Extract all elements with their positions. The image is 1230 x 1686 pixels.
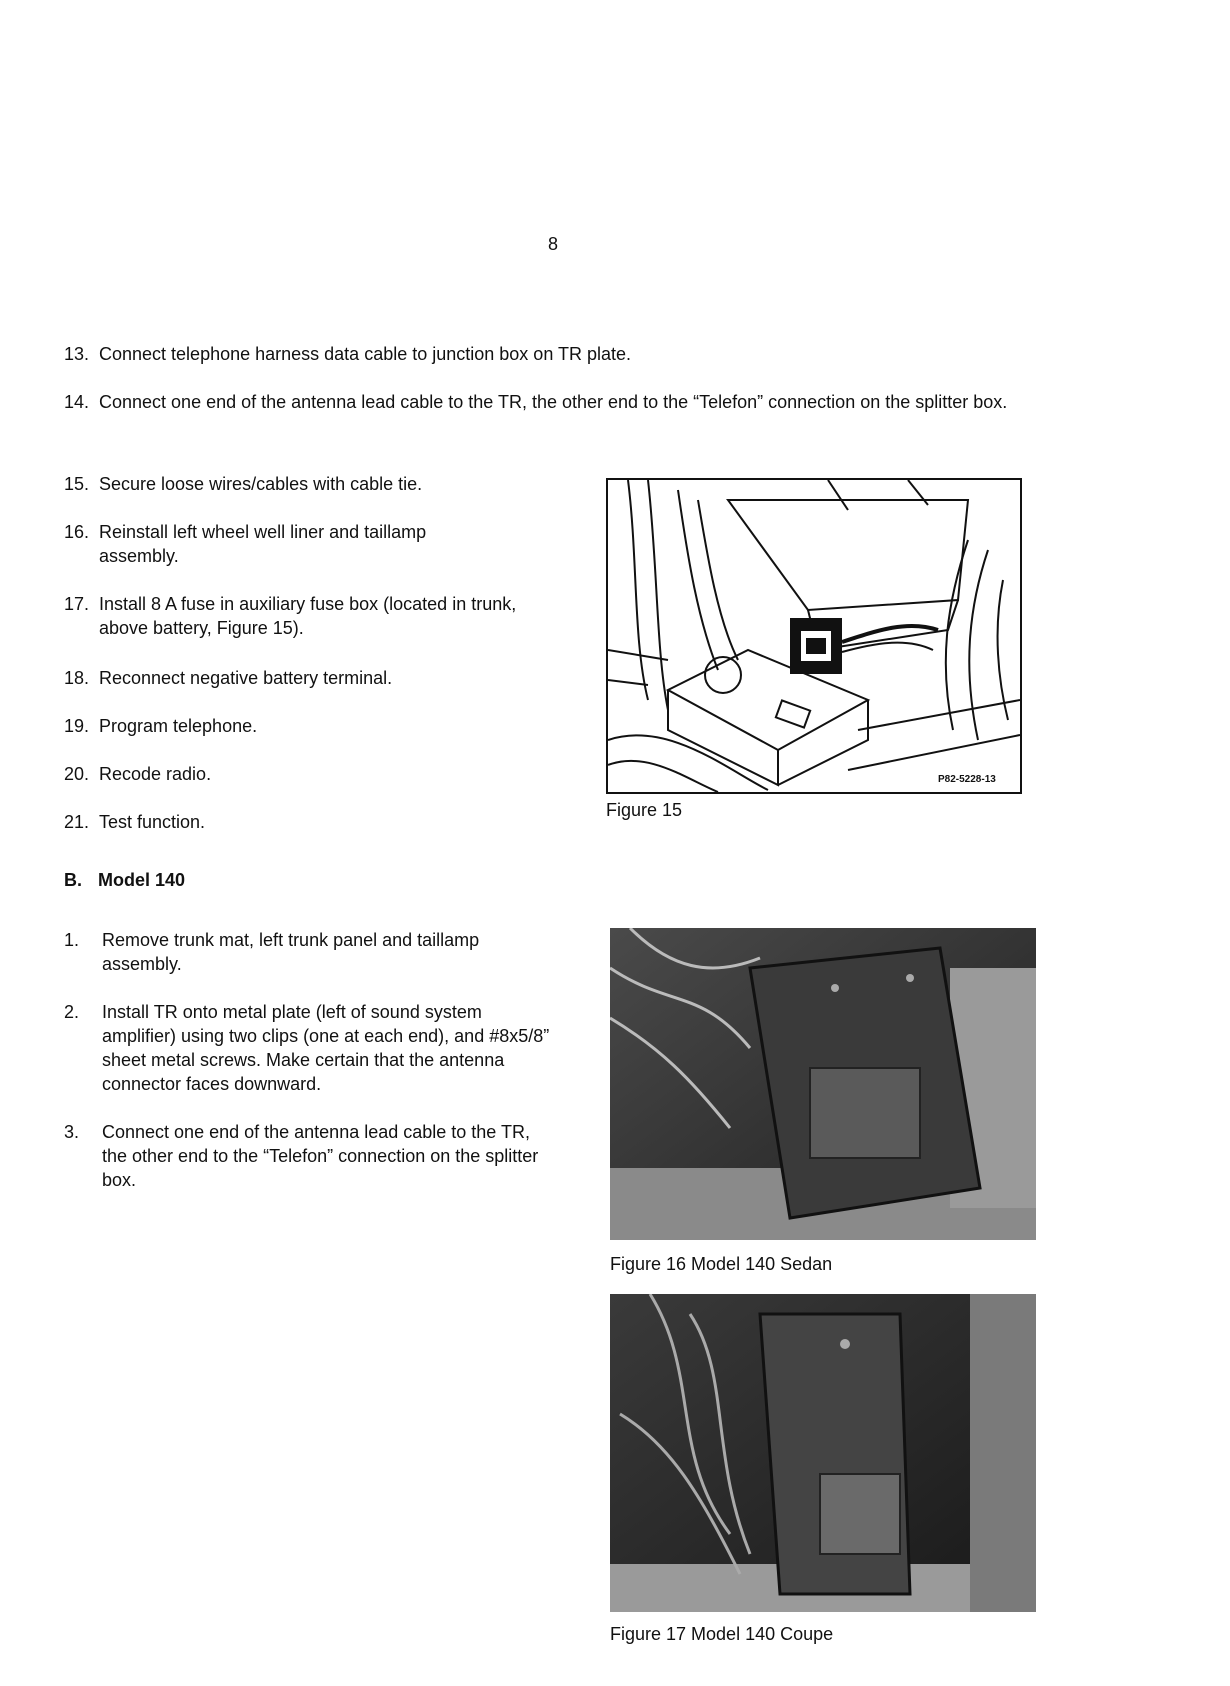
step-20 [64, 762, 544, 786]
step-text: Test function. [99, 812, 206, 832]
section-letter: B. [64, 870, 82, 890]
step-text: Remove trunk mat, left trunk panel and taillamp assembly. [102, 930, 480, 974]
step-b2 [64, 1000, 554, 1096]
figure-15-caption: Figure 15 [606, 800, 683, 820]
step-number: 3. [64, 1122, 80, 1142]
figure-17-photo [610, 1294, 1036, 1612]
step-text: Install 8 A fuse in auxiliary fuse box (located in trunk, above battery, Figure 15). [99, 594, 517, 638]
step-13 [64, 342, 1024, 366]
step-17 [64, 592, 544, 640]
step-text: Secure loose wires/cables with cable tie. [99, 474, 423, 494]
step-number: 18. [64, 668, 90, 688]
step-text: Recode radio. [99, 764, 212, 784]
section-heading [64, 870, 185, 891]
step-number: 1. [64, 930, 80, 950]
step-15 [64, 472, 544, 496]
step-number: 19. [64, 716, 90, 736]
figure-17-caption: Figure 17 Model 140 Coupe [610, 1624, 834, 1644]
step-16 [64, 520, 504, 568]
step-text: Install TR onto metal plate (left of sound system amplifier) using two clips (one at each end), and #8x5/8” sheet metal screws. Make certain that the antenna connector faces downward. [102, 1002, 550, 1094]
figure-16-photo [610, 928, 1036, 1240]
figure-16-caption: Figure 16 Model 140 Sedan [610, 1254, 833, 1274]
step-text: Program telephone. [99, 716, 258, 736]
step-number: 20. [64, 764, 90, 784]
step-number: 13. [64, 344, 90, 364]
step-b1 [64, 928, 544, 976]
section-title: Model 140 [98, 870, 186, 890]
figure-15-code: P82-5228-13 [938, 774, 996, 785]
step-number: 15. [64, 474, 90, 494]
page-number: 8 [548, 234, 559, 254]
step-14 [64, 390, 1024, 414]
step-number: 14. [64, 392, 90, 412]
step-number: 21. [64, 812, 90, 832]
step-text: Reinstall left wheel well liner and taillamp assembly. [99, 522, 427, 566]
step-18 [64, 666, 544, 690]
step-19 [64, 714, 544, 738]
figure-15-drawing [606, 478, 1022, 794]
step-number: 16. [64, 522, 90, 542]
step-text: Connect one end of the antenna lead cable to the TR, the other end to the “Telefon” connection on the splitter box. [102, 1122, 539, 1190]
step-b3 [64, 1120, 544, 1192]
step-text: Connect one end of the antenna lead cable to the TR, the other end to the “Telefon” connection on the splitter box. [99, 392, 1008, 412]
step-number: 17. [64, 594, 90, 614]
step-text: Reconnect negative battery terminal. [99, 668, 393, 688]
step-text: Connect telephone harness data cable to junction box on TR plate. [99, 344, 632, 364]
step-21 [64, 810, 544, 834]
step-number: 2. [64, 1002, 80, 1022]
